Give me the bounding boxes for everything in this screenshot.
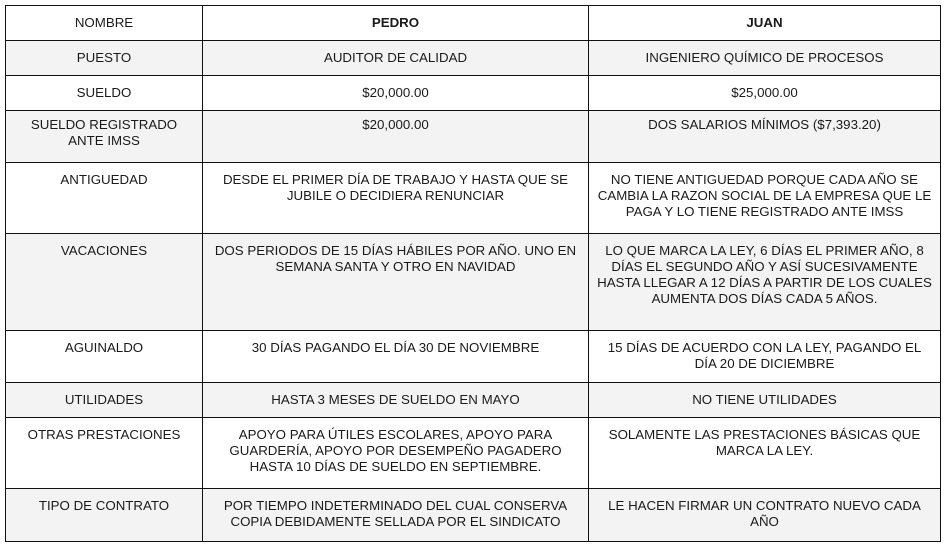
juan-cell: LE HACEN FIRMAR UN CONTRATO NUEVO CADA AÑO (589, 489, 941, 542)
row-label-cell: ANTIGUEDAD (6, 163, 203, 234)
row-label-cell: UTILIDADES (6, 383, 203, 418)
juan-cell: LO QUE MARCA LA LEY, 6 DÍAS EL PRIMER AÑO, 8 DÍAS EL SEGUNDO AÑO Y ASÍ SUCESIVAMENTE HASTA LLEGAR A 12 DÍAS A PARTIR DE LOS CUALES AUMENTA DOS DÍAS CADA 5 AÑOS. (589, 234, 941, 331)
comparison-table (5, 5, 941, 542)
row-label-cell: SUELDO REGISTRADO ANTE IMSS (6, 111, 203, 163)
row-label-cell: SUELDO (6, 76, 203, 111)
table-row (6, 489, 941, 542)
pedro-cell: HASTA 3 MESES DE SUELDO EN MAYO (203, 383, 589, 418)
table-row (6, 418, 941, 489)
pedro-cell: APOYO PARA ÚTILES ESCOLARES, APOYO PARA GUARDERÍA, APOYO POR DESEMPEÑO PAGADERO HASTA 10 DÍAS DE SUELDO EN SEPTIEMBRE. (203, 418, 589, 489)
row-label-cell: OTRAS PRESTACIONES (6, 418, 203, 489)
juan-cell: 15 DÍAS DE ACUERDO CON LA LEY, PAGANDO EL DÍA 20 DE DICIEMBRE (589, 331, 941, 383)
juan-cell: $25,000.00 (589, 76, 941, 111)
table-row (6, 383, 941, 418)
table-row (6, 234, 941, 331)
pedro-cell: DESDE EL PRIMER DÍA DE TRABAJO Y HASTA QUE SE JUBILE O DECIDIERA RENUNCIAR (203, 163, 589, 234)
juan-cell: NO TIENE UTILIDADES (589, 383, 941, 418)
table-row (6, 41, 941, 76)
pedro-cell: $20,000.00 (203, 111, 589, 163)
pedro-cell: DOS PERIODOS DE 15 DÍAS HÁBILES POR AÑO. UNO EN SEMANA SANTA Y OTRO EN NAVIDAD (203, 234, 589, 331)
header-label-cell: NOMBRE (6, 6, 203, 41)
table-row (6, 111, 941, 163)
juan-cell: INGENIERO QUÍMICO DE PROCESOS (589, 41, 941, 76)
pedro-cell: AUDITOR DE CALIDAD (203, 41, 589, 76)
header-juan-cell: JUAN (589, 6, 941, 41)
pedro-cell: $20,000.00 (203, 76, 589, 111)
row-label-cell: TIPO DE CONTRATO (6, 489, 203, 542)
row-label-cell: PUESTO (6, 41, 203, 76)
table-row (6, 76, 941, 111)
header-row (6, 6, 941, 41)
pedro-cell: POR TIEMPO INDETERMINADO DEL CUAL CONSERVA COPIA DEBIDAMENTE SELLADA POR EL SINDICATO (203, 489, 589, 542)
header-pedro-cell: PEDRO (203, 6, 589, 41)
juan-cell: DOS SALARIOS MÍNIMOS ($7,393.20) (589, 111, 941, 163)
juan-cell: SOLAMENTE LAS PRESTACIONES BÁSICAS QUE MARCA LA LEY. (589, 418, 941, 489)
row-label-cell: AGUINALDO (6, 331, 203, 383)
row-label-cell: VACACIONES (6, 234, 203, 331)
table-row (6, 163, 941, 234)
table-row (6, 331, 941, 383)
pedro-cell: 30 DÍAS PAGANDO EL DÍA 30 DE NOVIEMBRE (203, 331, 589, 383)
juan-cell: NO TIENE ANTIGUEDAD PORQUE CADA AÑO SE CAMBIA LA RAZON SOCIAL DE LA EMPRESA QUE LE PAGA Y LO TIENE REGISTRADO ANTE IMSS (589, 163, 941, 234)
